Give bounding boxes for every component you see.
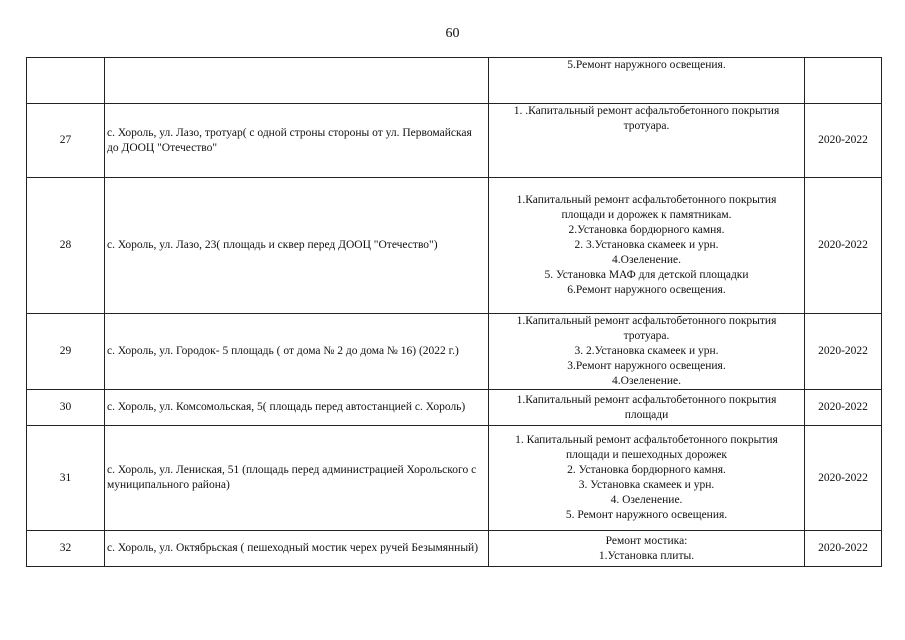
table-row [27,58,882,104]
work-item: 1. .Капитальный ремонт асфальтобетонного покрытия [513,105,780,117]
row-works [489,58,805,104]
work-item: 1.Капитальный ремонт асфальтобетонного покрытия [516,194,777,206]
work-item: площади [624,408,669,421]
row-works [489,314,805,390]
work-item: 5.Ремонт наружного освещения. [567,59,726,71]
row-works [489,104,805,178]
work-item: 3.Ремонт наружного освещения. [567,360,726,372]
row-period: 2020-2022 [805,314,882,390]
row-address [105,58,489,104]
row-number: 31 [27,426,105,531]
row-works [489,531,805,567]
row-address: с. Хороль, ул. Комсомольская, 5( площадь перед автостанцией с. Хороль) [105,390,489,426]
table-row [27,104,882,178]
table-row [27,178,882,314]
work-item: 4.Озеленение. [612,254,681,266]
work-item: 1.Капитальный ремонт асфальтобетонного покрытия [516,315,777,327]
work-item: 6.Ремонт наружного освещения. [567,284,726,296]
row-number [27,58,105,104]
row-address: с. Хороль, ул. Октябрьская ( пешеходный мостик черех ручей Безымянный) [105,531,489,567]
work-item: тротуара. [623,330,670,342]
work-item: 1.Установка плиты. [598,549,695,562]
row-period [805,58,882,104]
table-row [27,390,882,426]
work-item: 2. Установка бордюрного камня. [567,464,726,476]
work-item: 4.Озеленение. [612,375,681,387]
row-works [489,178,805,314]
work-item: 4. Озеленение. [610,494,683,506]
row-number: 30 [27,390,105,426]
row-number: 28 [27,178,105,314]
work-item: площади и пешеходных дорожек [566,449,727,461]
improvement-works-table [26,57,882,567]
row-number: 29 [27,314,105,390]
work-item: тротуара. [623,120,670,132]
row-address: с. Хороль, ул. Лазо, тротуар( с одной строны стороны от ул. Первомайская до ДООЦ "Отечество" [105,104,489,178]
work-item: 1.Капитальный ремонт асфальтобетонного покрытия [516,393,777,406]
row-works [489,426,805,531]
row-address: с. Хороль, ул. Лениская, 51 (площадь перед администрацией Хорольского с муниципального района) [105,426,489,531]
work-item: 2.Установка бордюрного камня. [568,224,725,236]
work-item: 5. Установка МАФ для детской площадки [544,269,749,281]
row-period: 2020-2022 [805,426,882,531]
row-period: 2020-2022 [805,104,882,178]
row-address: с. Хороль, ул. Лазо, 23( площадь и сквер перед ДООЦ "Отечество") [105,178,489,314]
table-row [27,531,882,567]
work-item: 2. 3.Установка скамеек и урн. [574,239,719,251]
work-item: площади и дорожек к памятникам. [561,209,732,221]
table-row [27,426,882,531]
work-item: 3. 2.Установка скамеек и урн. [574,345,719,357]
table-row [27,314,882,390]
row-number: 27 [27,104,105,178]
work-item: 1. Капитальный ремонт асфальтобетонного покрытия [515,434,778,446]
row-period: 2020-2022 [805,178,882,314]
row-period: 2020-2022 [805,531,882,567]
work-item: Ремонт мостика: [605,534,688,547]
row-address: с. Хороль, ул. Городок- 5 площадь ( от дома № 2 до дома № 16) (2022 г.) [105,314,489,390]
work-item: 3. Установка скамеек и урн. [578,479,715,491]
page-number: 60 [445,26,460,41]
row-number: 32 [27,531,105,567]
row-works [489,390,805,426]
work-item: 5. Ремонт наружного освещения. [565,509,728,521]
row-period: 2020-2022 [805,390,882,426]
